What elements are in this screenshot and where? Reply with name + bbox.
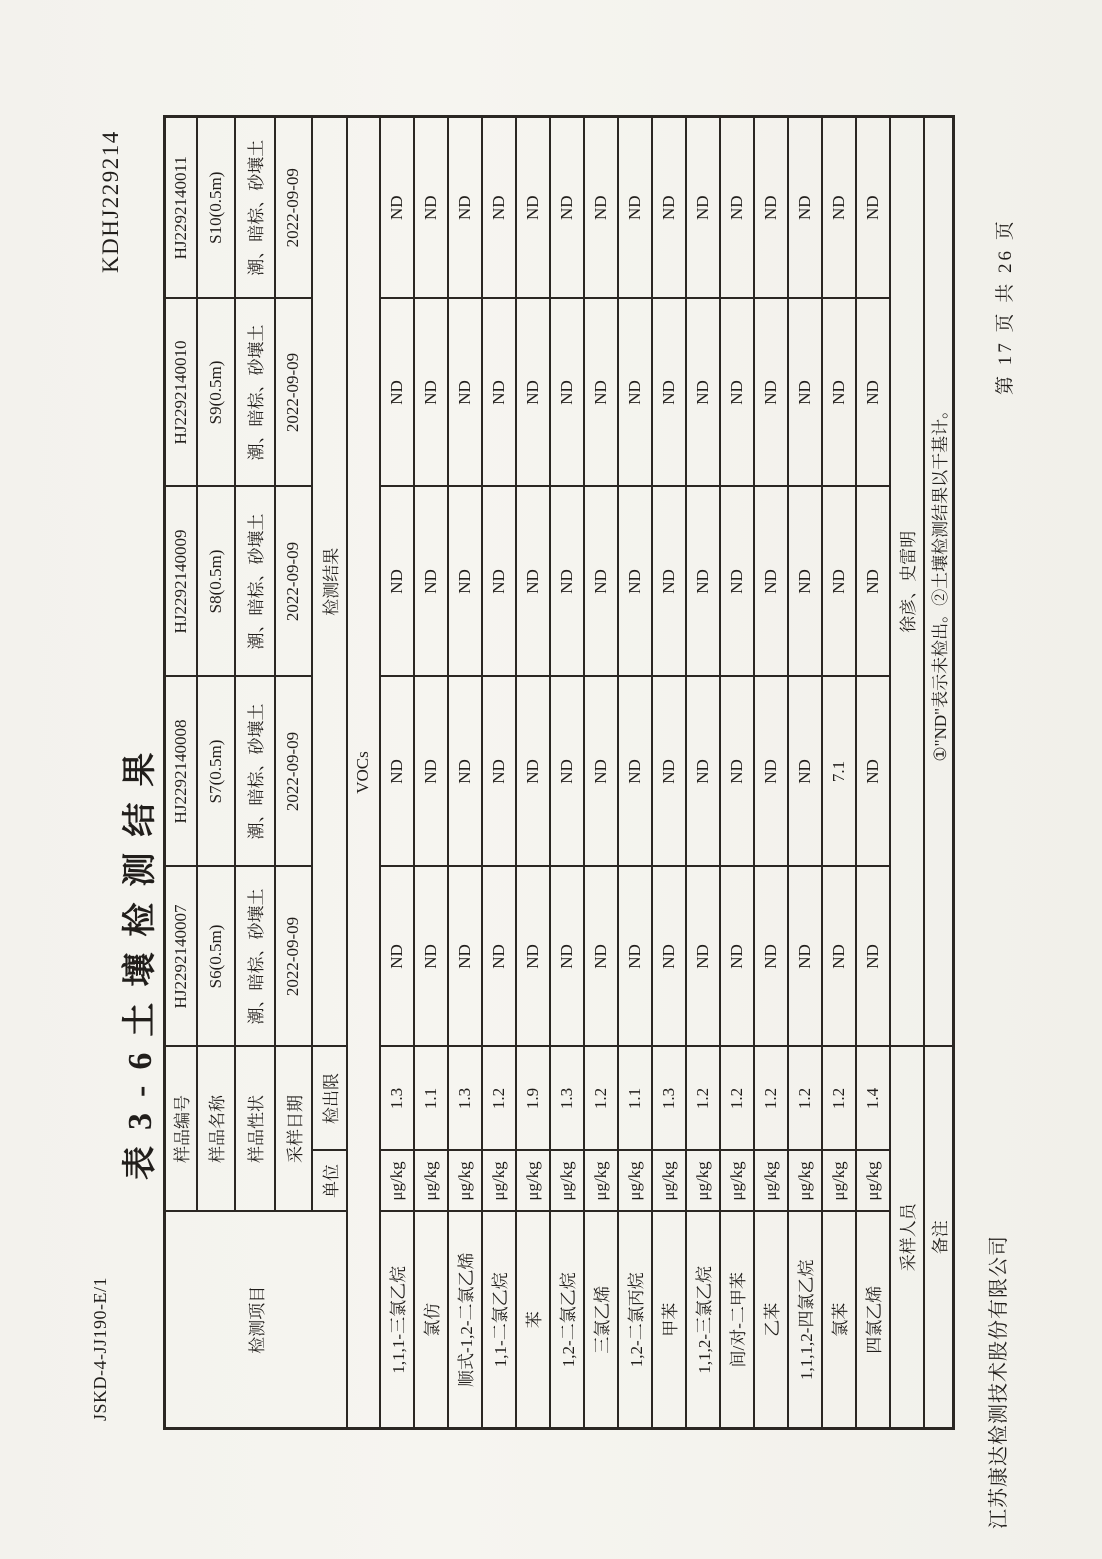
analyte-name-cell: 氯苯 <box>822 1212 856 1429</box>
result-cell: ND <box>482 487 516 677</box>
result-cell: ND <box>380 117 414 299</box>
remark-value: ①"ND"表示未检出。②土壤检测结果以干基计。 <box>924 117 954 1047</box>
analyte-name-cell: 甲苯 <box>652 1212 686 1429</box>
sample-id: HJ2292140010 <box>165 299 197 487</box>
result-cell: ND <box>516 487 550 677</box>
detection-limit-cell: 1.2 <box>754 1047 788 1151</box>
sample-id: HJ2292140009 <box>165 487 197 677</box>
analyte-name-cell: 三氯乙烯 <box>584 1212 618 1429</box>
sample-character: 潮、暗棕、砂壤土 <box>235 487 275 677</box>
analyte-row <box>788 117 822 1429</box>
sample-id: HJ2292140007 <box>165 867 197 1047</box>
detection-limit-cell: 1.2 <box>482 1047 516 1151</box>
result-cell: ND <box>788 117 822 299</box>
result-cell: ND <box>414 867 448 1047</box>
result-cell: ND <box>754 677 788 867</box>
result-cell: ND <box>516 117 550 299</box>
sampling-date: 2022-09-09 <box>275 487 312 677</box>
detection-limit-cell: 1.1 <box>414 1047 448 1151</box>
unit-cell: μg/kg <box>788 1151 822 1212</box>
result-cell: ND <box>652 677 686 867</box>
result-cell: ND <box>482 867 516 1047</box>
detection-limit-cell: 1.3 <box>652 1047 686 1151</box>
analyte-row <box>414 117 448 1429</box>
result-cell: ND <box>652 117 686 299</box>
sampler-row <box>890 117 924 1429</box>
analyte-name-cell: 1,2-二氯丙烷 <box>618 1212 652 1429</box>
analyte-row <box>380 117 414 1429</box>
result-cell: ND <box>618 677 652 867</box>
sample-name-label: 样品名称 <box>197 1047 235 1212</box>
result-cell: ND <box>516 299 550 487</box>
analyte-name-cell: 苯 <box>516 1212 550 1429</box>
result-cell: ND <box>414 117 448 299</box>
analyte-row <box>754 117 788 1429</box>
result-cell: ND <box>380 867 414 1047</box>
result-cell: ND <box>652 867 686 1047</box>
result-cell: ND <box>686 117 720 299</box>
result-cell: ND <box>686 867 720 1047</box>
result-cell: ND <box>720 677 754 867</box>
result-cell: ND <box>448 867 482 1047</box>
result-cell: ND <box>720 117 754 299</box>
result-cell: ND <box>822 867 856 1047</box>
analyte-name-cell: 四氯乙烯 <box>856 1212 890 1429</box>
detection-limit-cell: 1.2 <box>788 1047 822 1151</box>
form-code: JSKD-4-JJ190-E/1 <box>90 1276 110 1421</box>
detection-limit-cell: 1.2 <box>720 1047 754 1151</box>
result-cell: ND <box>380 677 414 867</box>
result-cell: ND <box>516 867 550 1047</box>
result-cell: 7.1 <box>822 677 856 867</box>
sample-id-label: 样品编号 <box>165 1047 197 1212</box>
analyte-name-cell: 间/对-二甲苯 <box>720 1212 754 1429</box>
analyte-row <box>448 117 482 1429</box>
sample-name: S6(0.5m) <box>197 867 235 1047</box>
result-cell: ND <box>584 677 618 867</box>
analyte-name-cell: 乙苯 <box>754 1212 788 1429</box>
result-cell: ND <box>414 299 448 487</box>
result-cell: ND <box>584 487 618 677</box>
result-cell: ND <box>856 117 890 299</box>
analyte-row <box>856 117 890 1429</box>
result-cell: ND <box>754 299 788 487</box>
sample-character: 潮、暗棕、砂壤土 <box>235 299 275 487</box>
result-cell: ND <box>822 117 856 299</box>
analyte-row <box>652 117 686 1429</box>
analyte-row <box>516 117 550 1429</box>
result-cell: ND <box>652 299 686 487</box>
result-cell: ND <box>788 677 822 867</box>
footer-page-number: 第 17 页 共 26 页 <box>995 218 1016 395</box>
result-cell: ND <box>550 677 584 867</box>
result-cell: ND <box>550 117 584 299</box>
sample-character: 潮、暗棕、砂壤土 <box>235 677 275 867</box>
result-cell: ND <box>482 117 516 299</box>
unit-cell: μg/kg <box>822 1151 856 1212</box>
analyte-row <box>686 117 720 1429</box>
sample-id: HJ2292140011 <box>165 117 197 299</box>
sampling-date: 2022-09-09 <box>275 677 312 867</box>
unit-label: 单位 <box>312 1151 347 1212</box>
section-label: VOCs <box>347 117 380 1429</box>
result-cell: ND <box>788 487 822 677</box>
result-cell: ND <box>448 117 482 299</box>
footer-company-name: 江苏康达检测技术股份有限公司 <box>988 1235 1010 1529</box>
item-column-label: 检测项目 <box>165 1212 347 1429</box>
report-number: KDHJ229214 <box>98 130 123 273</box>
analyte-name-cell: 1,1,2-三氯乙烷 <box>686 1212 720 1429</box>
unit-cell: μg/kg <box>414 1151 448 1212</box>
section-row-vocs <box>347 117 380 1429</box>
result-cell: ND <box>380 299 414 487</box>
sampling-date-label: 采样日期 <box>275 1047 312 1212</box>
unit-cell: μg/kg <box>856 1151 890 1212</box>
unit-cell: μg/kg <box>686 1151 720 1212</box>
detection-limit-cell: 1.2 <box>686 1047 720 1151</box>
result-cell: ND <box>618 867 652 1047</box>
analyte-row <box>482 117 516 1429</box>
result-cell: ND <box>822 299 856 487</box>
result-cell: ND <box>720 867 754 1047</box>
analyte-row <box>618 117 652 1429</box>
result-cell: ND <box>584 117 618 299</box>
result-cell: ND <box>652 487 686 677</box>
sample-name: S8(0.5m) <box>197 487 235 677</box>
analyte-row <box>720 117 754 1429</box>
analyte-name-cell: 1,1-二氯乙烷 <box>482 1212 516 1429</box>
sampler-value: 徐彦、史雷明 <box>890 117 924 1047</box>
detection-limit-cell: 1.9 <box>516 1047 550 1151</box>
unit-cell: μg/kg <box>550 1151 584 1212</box>
unit-cell: μg/kg <box>754 1151 788 1212</box>
sample-character: 潮、暗棕、砂壤土 <box>235 117 275 299</box>
result-cell: ND <box>618 299 652 487</box>
result-cell: ND <box>822 487 856 677</box>
sample-name: S10(0.5m) <box>197 117 235 299</box>
sample-id: HJ2292140008 <box>165 677 197 867</box>
unit-cell: μg/kg <box>516 1151 550 1212</box>
sampler-label: 采样人员 <box>890 1047 924 1429</box>
analyte-name-cell: 氯仿 <box>414 1212 448 1429</box>
result-cell: ND <box>448 487 482 677</box>
result-cell: ND <box>584 867 618 1047</box>
sample-name: S7(0.5m) <box>197 677 235 867</box>
detection-limit-label: 检出限 <box>312 1047 347 1151</box>
result-cell: ND <box>720 487 754 677</box>
sample-character: 潮、暗棕、砂壤土 <box>235 867 275 1047</box>
results-label: 检测结果 <box>312 117 347 1047</box>
result-cell: ND <box>550 487 584 677</box>
unit-cell: μg/kg <box>652 1151 686 1212</box>
page-title: 表3-6土壤检测结果 <box>122 736 159 1180</box>
result-cell: ND <box>856 487 890 677</box>
result-cell: ND <box>482 299 516 487</box>
result-cell: ND <box>448 677 482 867</box>
unit-cell: μg/kg <box>482 1151 516 1212</box>
detection-limit-cell: 1.3 <box>448 1047 482 1151</box>
result-cell: ND <box>788 867 822 1047</box>
result-cell: ND <box>380 487 414 677</box>
detection-limit-cell: 1.2 <box>822 1047 856 1151</box>
analyte-row <box>822 117 856 1429</box>
detection-limit-cell: 1.4 <box>856 1047 890 1151</box>
result-cell: ND <box>856 677 890 867</box>
analyte-name-cell: 1,1,1-三氯乙烷 <box>380 1212 414 1429</box>
analyte-row <box>550 117 584 1429</box>
analyte-name-cell: 1,1,1,2-四氯乙烷 <box>788 1212 822 1429</box>
detection-limit-cell: 1.3 <box>550 1047 584 1151</box>
header-row-sample-id <box>165 117 197 1429</box>
result-cell: ND <box>618 117 652 299</box>
result-cell: ND <box>720 299 754 487</box>
result-cell: ND <box>482 677 516 867</box>
result-cell: ND <box>686 299 720 487</box>
result-cell: ND <box>686 677 720 867</box>
analyte-name-cell: 1,2-二氯乙烷 <box>550 1212 584 1429</box>
unit-cell: μg/kg <box>618 1151 652 1212</box>
detection-limit-cell: 1.1 <box>618 1047 652 1151</box>
result-cell: ND <box>686 487 720 677</box>
result-cell: ND <box>754 867 788 1047</box>
result-cell: ND <box>414 677 448 867</box>
sample-name: S9(0.5m) <box>197 299 235 487</box>
result-cell: ND <box>754 117 788 299</box>
sample-character-label: 样品性状 <box>235 1047 275 1212</box>
result-cell: ND <box>856 299 890 487</box>
unit-cell: μg/kg <box>720 1151 754 1212</box>
result-cell: ND <box>550 299 584 487</box>
analyte-row <box>584 117 618 1429</box>
result-cell: ND <box>584 299 618 487</box>
unit-cell: μg/kg <box>380 1151 414 1212</box>
results-table <box>163 115 955 1430</box>
result-cell: ND <box>414 487 448 677</box>
unit-cell: μg/kg <box>448 1151 482 1212</box>
remark-row <box>924 117 954 1429</box>
result-cell: ND <box>856 867 890 1047</box>
sampling-date: 2022-09-09 <box>275 299 312 487</box>
analyte-name-cell: 顺式-1,2-二氯乙烯 <box>448 1212 482 1429</box>
unit-cell: μg/kg <box>584 1151 618 1212</box>
remark-label: 备注 <box>924 1047 954 1429</box>
detection-limit-cell: 1.2 <box>584 1047 618 1151</box>
result-cell: ND <box>754 487 788 677</box>
result-cell: ND <box>788 299 822 487</box>
detection-limit-cell: 1.3 <box>380 1047 414 1151</box>
result-cell: ND <box>550 867 584 1047</box>
sampling-date: 2022-09-09 <box>275 867 312 1047</box>
sampling-date: 2022-09-09 <box>275 117 312 299</box>
result-cell: ND <box>448 299 482 487</box>
result-cell: ND <box>516 677 550 867</box>
result-cell: ND <box>618 487 652 677</box>
